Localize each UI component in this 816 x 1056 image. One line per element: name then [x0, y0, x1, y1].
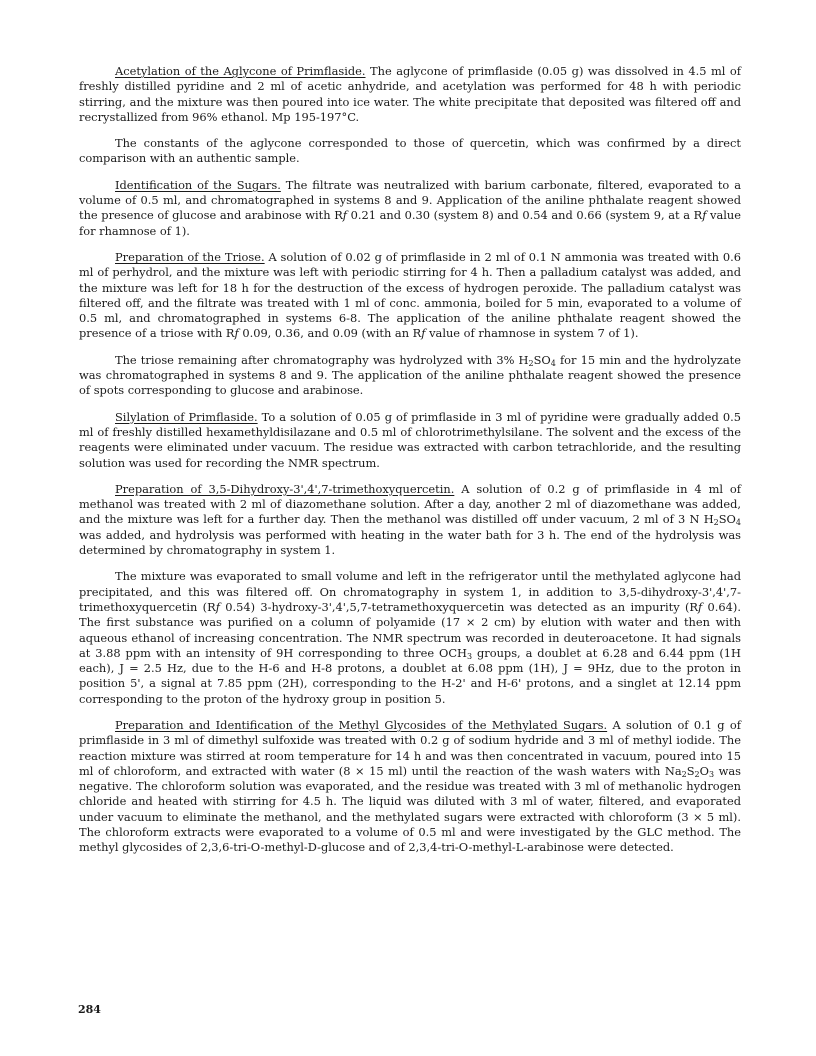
paragraph-sugar-identification: Identification of the Sugars. The filtrate was neutralized with barium carbonate, filtered, evaporated to a volume of 0.5 ml, and chromatographed in systems 8 and 9. Application of the aniline phthalate reagent showed the presence of glucose and arabinose with Rf 0.21 and 0.30 (system 8) and 0.54 and 0.66 (system 9, at a Rf value for rhamnose of 1). — [79, 177, 741, 238]
section-heading: Preparation of the Triose. — [115, 249, 265, 264]
page-number: 284 — [78, 1003, 101, 1016]
section-heading: Preparation of 3,5-Dihydroxy-3',4',7-trimethoxyquercetin. — [115, 481, 455, 496]
paragraph-triose-preparation: Preparation of the Triose. A solution of 0.02 g of primflaside in 2 ml of 0.1 N ammonia was treated with 0.6 ml of perhydrol, and the mixture was left with periodic stirring for 4 h. Then a palladium catalyst was added, and the mixture was left for 18 h for the destruction of the excess of hydrogen peroxide. The palladium catalyst was filtered off, and the filtrate was treated with 1 ml of conc. ammonia, boiled for 5 min, evaporated to a volume of 0.5 ml, and chromatographed in systems 6-8. The application of the aniline phthalate reagent showed the presence of a triose with Rf 0.09, 0.36, and 0.09 (with an Rf value of rhamnose in system 7 of 1). — [79, 249, 741, 341]
paragraph-aglycone-constants: The constants of the aglycone corresponded to those of quercetin, which was confirmed by a direct comparison with an authentic sample. — [79, 136, 741, 166]
section-heading: Identification of the Sugars. — [115, 177, 281, 192]
paragraph-silylation: Silylation of Primflaside. To a solution of 0.05 g of primflaside in 3 ml of pyridine were gradually added 0.5 ml of freshly distilled hexamethyldisilazane and 0.5 ml of chlorotrimethylsilane. The solvent and the excess of the reagents were eliminated under vacuum. The residue was extracted with carbon tetrachloride, and the resulting solution was used for recording the NMR spectrum. — [79, 409, 741, 470]
paragraph-methyl-glycosides: Preparation and Identification of the Methyl Glycosides of the Methylated Sugars. A solution of 0.1 g of primflaside in 3 ml of dimethyl sulfoxide was treated with 0.2 g of sodium hydride and 3 ml of methyl iodide. The reaction mixture was stirred at room temperature for 14 h and was then concentrated in vacuum, poured into 15 ml of chloroform, and extracted with water (8 × 15 ml) until the reaction of the wash waters with $Na_2S_2O_3$ was negative. The chloroform solution was evaporated, and the residue was treated with 3 ml of methanolic hydrogen chloride and heated with stirring for 4.5 h. The liquid was diluted with 3 ml of water, filtered, and evaporated under vacuum to eliminate the methanol, and the methylated sugars were extracted with chloroform (3 × 5 ml). The chloroform extracts were evaporated to a volume of 0.5 ml and were investigated by the GLC method. The methyl glycosides of 2,3,6-tri-O-methyl-D-glucose and of 2,3,4-tri-O-methyl-L-arabinose were detected. — [79, 717, 741, 855]
paragraph-acetylation: Acetylation of the Aglycone of Primflaside. The aglycone of primflaside (0.05 g) was dissolved in 4.5 ml of freshly distilled pyridine and 2 ml of acetic anhydride, and acetylation was performed for 48 h with periodic stirring, and the mixture was then poured into ice water. The white precipitate that deposited was filtered off and recrystallized from 96% ethanol. Mp 195-197°C. — [79, 64, 741, 124]
section-heading: Silylation of Primflaside. — [115, 409, 258, 424]
paragraph-methylated-aglycone: The mixture was evaporated to small volume and left in the refrigerator until the methylated aglycone had precipitated, and this was filtered off. On chromatography in system 1, in addition to 3,5-dihydroxy-3',4',7-trimethoxyquercetin (Rf 0.54) 3-hydroxy-3',4',5,7-tetramethoxyquercetin was detected as an impurity (Rf 0.64). The first substance was purified on a column of polyamide (17 × 2 cm) by elution with water and then with aqueous ethanol of increasing concentration. The NMR spectrum was recorded in deuteroacetone. It had signals at 3.88 ppm with an intensity of 9H corresponding to three $OCH_3$ groups, a doublet at 6.28 and 6.44 ppm (1H each), J = 2.5 Hz, due to the H-6 and H-8 protons, a doublet at 6.08 ppm (1H), J = 9Hz, due to the proton in position 5', a signal at 7.85 ppm (2H), corresponding to the H-2' and H-6' protons, and a singlet at 12.14 ppm corresponding to the proton of the hydroxy group in position 5. — [79, 569, 741, 706]
section-heading: Acetylation of the Aglycone of Primflaside. — [115, 64, 366, 78]
article-body — [79, 64, 741, 867]
paragraph-trimethoxyquercetin: Preparation of 3,5-Dihydroxy-3',4',7-trimethoxyquercetin. A solution of 0.2 g of primflaside in 4 ml of methanol was treated with 2 ml of diazomethane solution. After a day, another 2 ml of diazomethane was added, and the mixture was left for a further day. Then the methanol was distilled off under vacuum, 2 ml of 3 N $H_2SO_4$ was added, and hydrolysis was performed with heating in the water bath for 3 h. The end of the hydrolysis was determined by chromatography in system 1. — [79, 481, 741, 558]
paragraph-triose-hydrolysis: The triose remaining after chromatography was hydrolyzed with 3% $H_2SO_4$ for 15 min and the hydrolyzate was chromatographed in systems 8 and 9. The application of the aniline phthalate reagent showed the presence of spots corresponding to glucose and arabinose. — [79, 352, 741, 398]
section-heading: Preparation and Identification of the Methyl Glycosides of the Methylated Sugars. — [115, 717, 608, 732]
